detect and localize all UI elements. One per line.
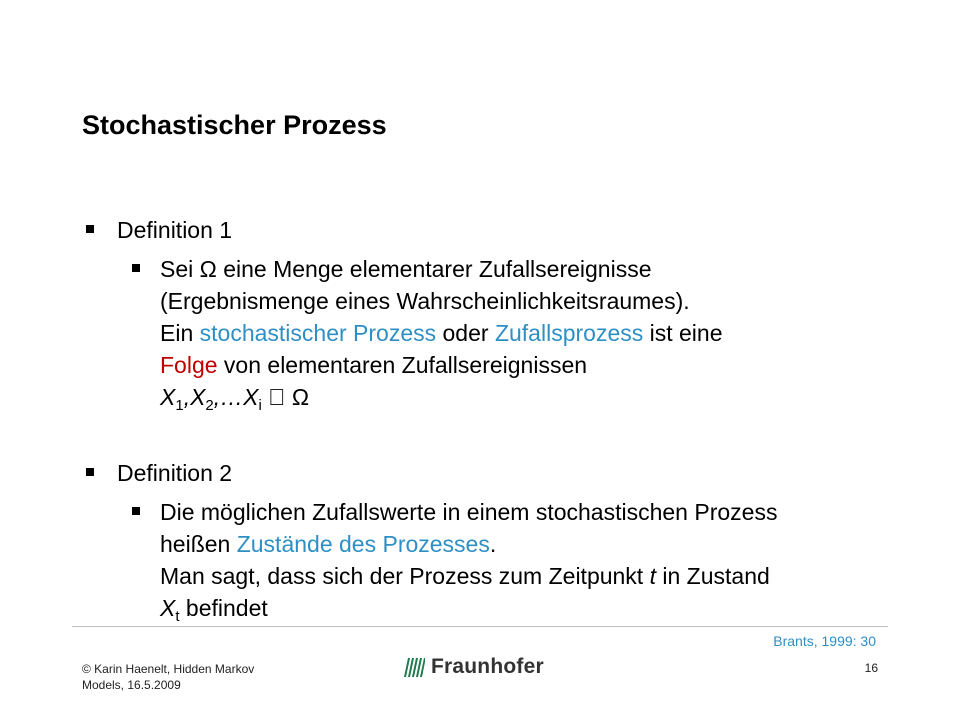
formula-subscript: i xyxy=(258,397,262,414)
variable-x: X xyxy=(160,595,176,621)
text-fragment: ist eine xyxy=(643,320,723,346)
formula-relation: Ω xyxy=(261,384,286,410)
fraunhofer-logo-text: Fraunhofer xyxy=(431,655,544,678)
text-fragment: befindet xyxy=(179,595,268,621)
formula-subscript: 2 xyxy=(205,397,214,414)
page-number: 16 xyxy=(864,661,878,675)
term-folge: Folge xyxy=(160,352,218,378)
definition-2-line-4 xyxy=(160,592,777,624)
definition-1-body xyxy=(160,253,723,413)
fraunhofer-logo xyxy=(403,655,544,679)
slide-title: Stochastischer Prozess xyxy=(82,110,387,140)
source-citation: Brants, 1999: 30 xyxy=(773,633,876,649)
definition-2-heading xyxy=(117,457,232,489)
definition-1-heading xyxy=(117,214,232,246)
text-fragment: von elementaren Zufallsereignissen xyxy=(217,352,588,378)
definition-1-line-2: (Ergebnismenge eines Wahrscheinlichkeitsraumes). xyxy=(160,288,690,314)
fraunhofer-logo-icon xyxy=(403,656,425,678)
text-fragment: . xyxy=(489,531,497,557)
formula-var: ,…X xyxy=(213,384,259,410)
formula-var: ,X xyxy=(183,384,206,410)
definition-1-heading-text: Definition 1 xyxy=(117,217,233,243)
text-fragment: Ein xyxy=(160,320,200,346)
square-bullet-icon xyxy=(132,507,140,515)
text-fragment: oder xyxy=(436,320,495,346)
term-zufallsprozess: Zufallsprozess xyxy=(494,320,644,346)
definition-1-line-3 xyxy=(160,317,723,349)
square-bullet-icon xyxy=(86,468,94,476)
footer-author-line-1: © Karin Haenelt, Hidden Markov xyxy=(82,662,255,676)
term-zustaende-des-prozesses: Zustände des Prozesses xyxy=(236,531,490,557)
formula-var: X xyxy=(160,384,176,410)
text-fragment: Man sagt, dass sich der Prozess zum Zeitpunkt xyxy=(160,563,650,589)
footer-author-line-2: Models, 16.5.2009 xyxy=(82,678,181,692)
square-bullet-icon xyxy=(86,225,94,233)
definition-2-line-2 xyxy=(160,528,777,560)
definition-1-line-1: Sei Ω eine Menge elementarer Zufallsereignisse xyxy=(160,256,652,282)
term-stochastischer-prozess: stochastischer Prozess xyxy=(199,320,437,346)
definition-2-body xyxy=(160,496,777,624)
square-bullet-icon xyxy=(132,264,140,272)
text-fragment: heißen xyxy=(160,531,237,557)
footer-divider xyxy=(72,626,888,627)
variable-t: t xyxy=(649,563,656,589)
subscript-t: t xyxy=(175,608,180,625)
definition-2-line-3 xyxy=(160,560,777,592)
definition-1-line-4 xyxy=(160,349,723,381)
definition-1-formula xyxy=(160,381,723,413)
footer-author xyxy=(82,661,254,693)
definition-2-line-1: Die möglichen Zufallswerte in einem stochastischen Prozess xyxy=(160,499,778,525)
text-fragment: in Zustand xyxy=(655,563,770,589)
formula-subscript: 1 xyxy=(175,397,184,414)
definition-2-heading-text: Definition 2 xyxy=(117,460,233,486)
